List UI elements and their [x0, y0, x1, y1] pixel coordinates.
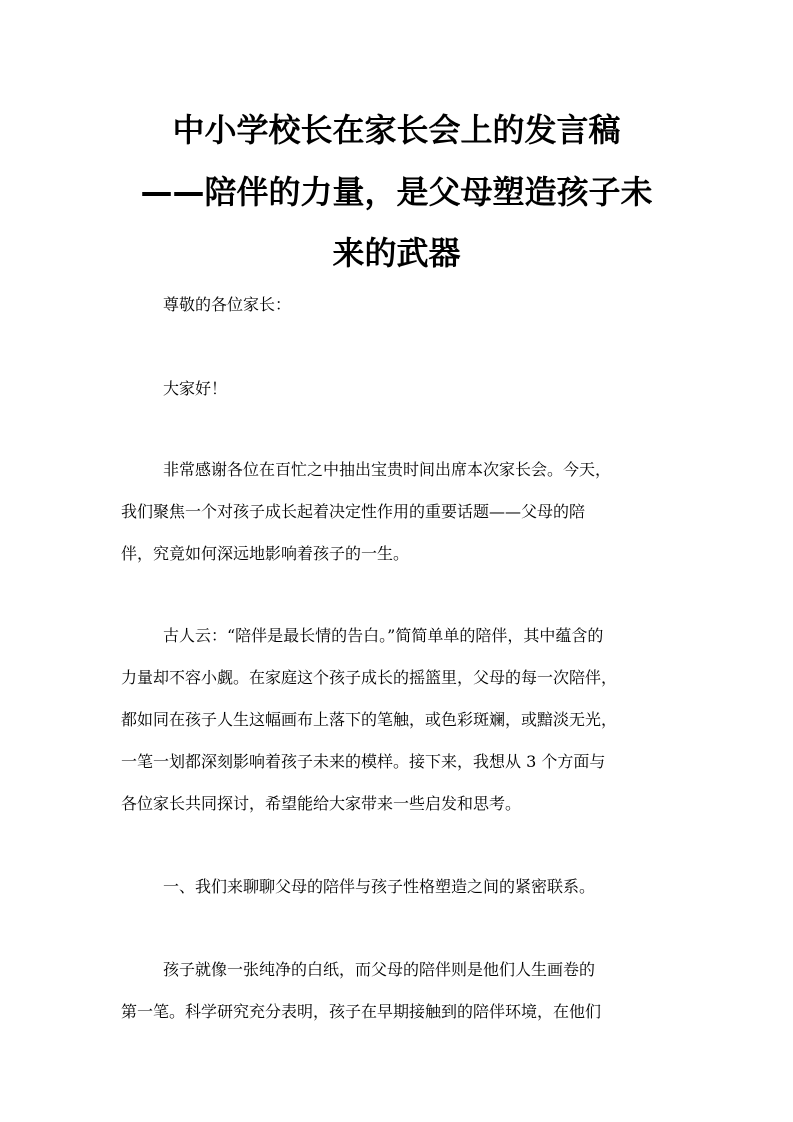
document-title-line-1: 中小学校长在家长会上的发言稿	[172, 111, 621, 149]
document-title-line-3: 来的武器	[332, 234, 461, 272]
document-title-line-2: ——陪伴的力量，是父母塑造孩子未	[140, 173, 653, 211]
paragraph-2-line-1: 古人云：“陪伴是最长情的告白。”简简单单的陪伴，其中蕴含的	[163, 626, 604, 645]
salutation: 尊敬的各位家长：	[163, 295, 292, 314]
paragraph-3-line-1: 孩子就像一张纯净的白纸，而父母的陪伴则是他们人生画卷的	[163, 960, 596, 979]
paragraph-2-line-3: 都如同在孩子人生这幅画布上落下的笔触，或色彩斑斓，或黯淡无光，	[121, 710, 618, 729]
paragraph-2-line-4: 一笔一划都深刻影响着孩子未来的模样。接下来，我想从 3 个方面与	[121, 752, 606, 771]
paragraph-3-line-2: 第一笔。科学研究充分表明，孩子在早期接触到的陪伴环境，在他们	[121, 1002, 602, 1021]
paragraph-2-line-2: 力量却不容小觑。在家庭这个孩子成长的摇篮里，父母的每一次陪伴，	[121, 668, 618, 687]
paragraph-1-line-3: 伴，究竟如何深远地影响着孩子的一生。	[121, 544, 410, 563]
paragraph-1-line-2: 我们聚焦一个对孩子成长起着决定性作用的重要话题——父母的陪	[121, 502, 586, 521]
section-1-heading: 一、我们来聊聊父母的陪伴与孩子性格塑造之间的紧密联系。	[163, 877, 596, 896]
paragraph-2-line-5: 各位家长共同探讨，希望能给大家带来一些启发和思考。	[121, 794, 522, 813]
paragraph-1-line-1: 非常感谢各位在百忙之中抽出宝贵时间出席本次家长会。今天，	[163, 460, 612, 479]
greeting: 大家好！	[163, 379, 228, 398]
